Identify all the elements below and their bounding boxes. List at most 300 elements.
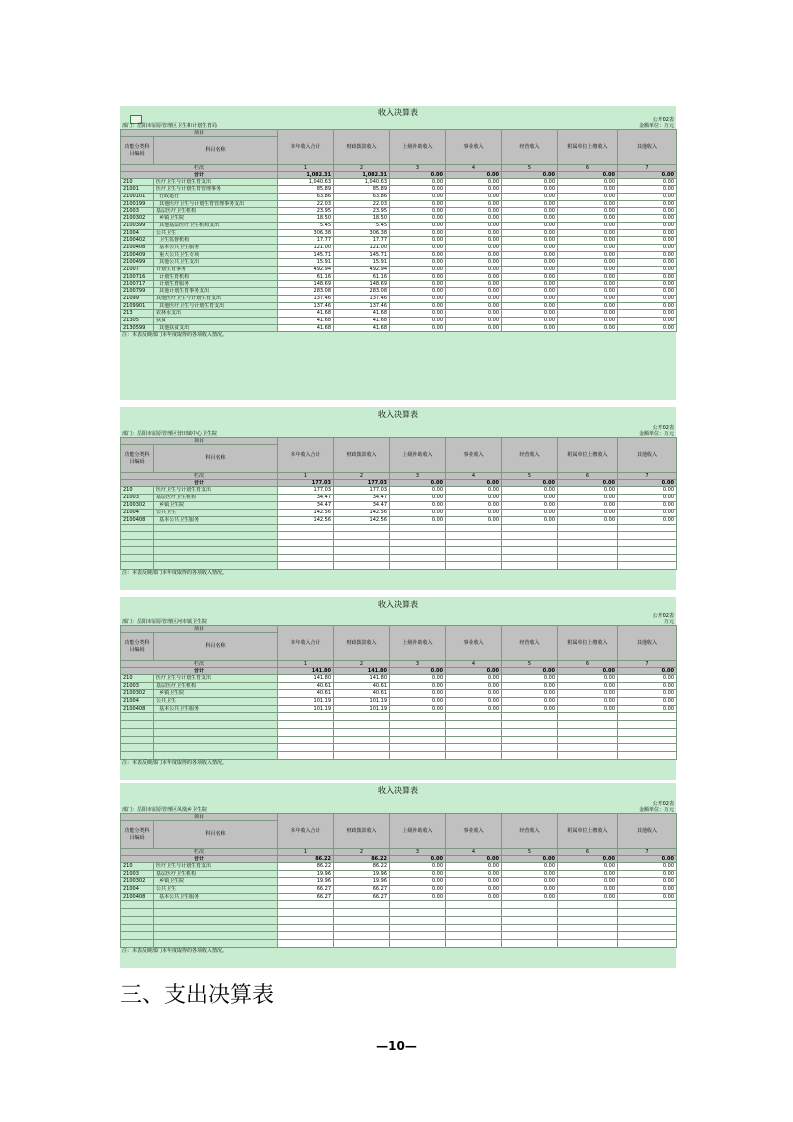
row-code: 2100302: [121, 215, 154, 222]
row-value: 86.22: [334, 863, 390, 871]
seq-cell: 5: [502, 473, 558, 480]
row-value: 0.00: [502, 893, 558, 901]
row-value: 0.00: [618, 244, 677, 251]
row-value: 23.95: [334, 208, 390, 215]
sheet-title: 收入决算表: [378, 600, 418, 609]
row-value: 0.00: [558, 179, 618, 186]
row-value: 0.00: [618, 502, 677, 510]
row-value: 0.00: [558, 251, 618, 258]
row-value: 0.00: [502, 878, 558, 886]
row-value: 121.00: [334, 244, 390, 251]
row-value: 0.00: [446, 186, 502, 193]
header-row: [121, 130, 677, 137]
department-label: 部门：岳阳市屈原管理区卫生和计划生育局: [122, 123, 218, 129]
row-code: 2130599: [121, 324, 154, 331]
row-value: 0.00: [390, 230, 446, 237]
row-value: 0.00: [618, 237, 677, 244]
row-code: 21305: [121, 317, 154, 324]
row-code: 2100302: [121, 502, 154, 510]
seq-cell: 6: [558, 661, 618, 668]
row-value: 148.69: [278, 281, 334, 288]
total-cell: 141.80: [334, 668, 390, 675]
row-value: 0.00: [446, 200, 502, 207]
row-value: 0.00: [502, 682, 558, 690]
row-code: 210: [121, 179, 154, 186]
table-row: [121, 310, 677, 317]
row-name: 基本公共卫生服务: [154, 244, 278, 251]
row-value: 0.00: [558, 517, 618, 525]
total-label: 合计: [121, 480, 278, 487]
total-cell: 0.00: [446, 668, 502, 675]
row-code: 21003: [121, 870, 154, 878]
row-value: 0.00: [618, 886, 677, 894]
sheet-title: 收入决算表: [378, 410, 418, 419]
row-name: 其他基层医疗卫生机构支出: [154, 222, 278, 229]
row-value: 0.00: [558, 193, 618, 200]
income-table-sheet: [120, 407, 676, 590]
row-value: 17.77: [278, 237, 334, 244]
table-row: [121, 273, 677, 280]
table-note: 注：本表反映部门本年度取得的各项收入情况。: [122, 332, 228, 339]
column-header: 本年收入合计: [278, 814, 334, 849]
row-code: 210: [121, 675, 154, 683]
row-code: 2100402: [121, 237, 154, 244]
row-value: 0.00: [618, 266, 677, 273]
row-name: 扶贫: [154, 317, 278, 324]
row-value: 34.47: [278, 494, 334, 502]
table-code: 公开02表: [652, 801, 674, 807]
row-value: 0.00: [390, 208, 446, 215]
row-value: 0.00: [390, 266, 446, 273]
row-value: 34.47: [278, 502, 334, 510]
row-value: 0.00: [618, 259, 677, 266]
row-value: 0.00: [558, 509, 618, 517]
row-value: 0.00: [446, 215, 502, 222]
table-row: [121, 317, 677, 324]
row-value: 0.00: [446, 705, 502, 713]
row-value: 0.00: [558, 682, 618, 690]
row-value: 492.94: [334, 266, 390, 273]
table-row: [121, 281, 677, 288]
total-cell: 0.00: [446, 480, 502, 487]
column-header: 事业收入: [446, 130, 502, 165]
row-value: 0.00: [446, 303, 502, 310]
row-value: 0.00: [390, 893, 446, 901]
total-cell: 0.00: [390, 480, 446, 487]
total-cell: 0.00: [558, 668, 618, 675]
row-code: 21001: [121, 186, 154, 193]
row-value: 0.00: [558, 675, 618, 683]
row-value: 0.00: [390, 502, 446, 510]
department-label: 部门：岳阳市屈原管理区河市镇卫生院: [122, 619, 208, 625]
blank-row: [121, 554, 677, 562]
total-row: [121, 172, 677, 179]
code-header: 功能分类科目编码: [121, 137, 154, 165]
row-value: 142.56: [278, 517, 334, 525]
row-value: 1,040.63: [278, 179, 334, 186]
row-value: 0.00: [618, 698, 677, 706]
blank-row: [121, 728, 677, 736]
blank-row: [121, 924, 677, 932]
column-header: 本年收入合计: [278, 130, 334, 165]
sheet-title: 收入决算表: [378, 786, 418, 795]
blank-row: [121, 751, 677, 759]
table-row: [121, 244, 677, 251]
row-value: 0.00: [390, 870, 446, 878]
seq-cell: 6: [558, 473, 618, 480]
table-row: [121, 266, 677, 273]
row-value: 0.00: [390, 863, 446, 871]
row-value: 41.68: [334, 324, 390, 331]
total-row: [121, 480, 677, 487]
row-name: 乡镇卫生院: [154, 690, 278, 698]
row-value: 101.19: [334, 698, 390, 706]
total-cell: 0.00: [618, 172, 677, 179]
seq-cell: 1: [278, 473, 334, 480]
total-cell: 1,082.31: [334, 172, 390, 179]
total-row: [121, 856, 677, 863]
row-code: 2100408: [121, 705, 154, 713]
row-value: 0.00: [618, 509, 677, 517]
table-row: [121, 230, 677, 237]
table-row: [121, 324, 677, 331]
item-header: 项目: [121, 626, 278, 633]
row-name: 其他医疗卫生与计划生育支出: [154, 303, 278, 310]
table-row: [121, 509, 677, 517]
blank-row: [121, 736, 677, 744]
seq-cell: 3: [390, 165, 446, 172]
row-value: 0.00: [558, 266, 618, 273]
column-header: 其他收入: [618, 626, 677, 661]
income-table: [120, 625, 677, 760]
row-value: 0.00: [618, 870, 677, 878]
blank-row: [121, 524, 677, 532]
seq-row: [121, 165, 677, 172]
row-code: 2100302: [121, 690, 154, 698]
total-row: [121, 668, 677, 675]
total-cell: 0.00: [558, 172, 618, 179]
row-value: 0.00: [558, 502, 618, 510]
row-value: 0.00: [390, 705, 446, 713]
row-code: 2100408: [121, 893, 154, 901]
row-name: 乡镇卫生院: [154, 215, 278, 222]
table-note: 注：本表反映部门本年度取得的各项收入情况。: [122, 947, 228, 954]
row-value: 0.00: [390, 288, 446, 295]
row-value: 61.16: [334, 273, 390, 280]
row-value: 142.56: [278, 509, 334, 517]
row-value: 0.00: [502, 886, 558, 894]
row-code: 21099: [121, 295, 154, 302]
row-name: 乡镇卫生院: [154, 878, 278, 886]
total-cell: 0.00: [502, 668, 558, 675]
row-value: 0.00: [446, 502, 502, 510]
row-value: 0.00: [390, 310, 446, 317]
row-name: 基本公共卫生服务: [154, 893, 278, 901]
row-name: 行政运行: [154, 193, 278, 200]
seq-row: [121, 473, 677, 480]
row-value: 177.03: [334, 487, 390, 495]
row-value: 0.00: [502, 324, 558, 331]
row-value: 0.00: [446, 288, 502, 295]
name-header: 科目名称: [154, 445, 278, 473]
table-row: [121, 893, 677, 901]
row-code: 210: [121, 863, 154, 871]
header-row: [121, 626, 677, 633]
row-name: 医疗卫生与计划生育支出: [154, 675, 278, 683]
row-value: 0.00: [558, 893, 618, 901]
row-code: 2100101: [121, 193, 154, 200]
seq-cell: 2: [334, 849, 390, 856]
row-value: 0.00: [558, 281, 618, 288]
row-value: 41.68: [334, 317, 390, 324]
column-header: 事业收入: [446, 438, 502, 473]
column-header: 财政拨款收入: [334, 626, 390, 661]
row-value: 0.00: [446, 310, 502, 317]
row-value: 0.00: [558, 237, 618, 244]
row-value: 0.00: [618, 487, 677, 495]
row-value: 0.00: [390, 222, 446, 229]
column-header: 其他收入: [618, 814, 677, 849]
row-value: 0.00: [558, 487, 618, 495]
row-value: 34.47: [334, 494, 390, 502]
row-value: 5.45: [334, 222, 390, 229]
row-value: 0.00: [558, 244, 618, 251]
column-header: 附属单位上缴收入: [558, 438, 618, 473]
blank-row: [121, 562, 677, 570]
row-name: 农林水支出: [154, 310, 278, 317]
row-name: 计划生育事务: [154, 266, 278, 273]
row-value: 306.38: [334, 230, 390, 237]
row-value: 0.00: [502, 273, 558, 280]
total-cell: 0.00: [390, 668, 446, 675]
name-header: 科目名称: [154, 137, 278, 165]
row-value: 85.89: [334, 186, 390, 193]
row-value: 0.00: [390, 273, 446, 280]
table-row: [121, 179, 677, 186]
row-value: 0.00: [446, 675, 502, 683]
row-value: 17.77: [334, 237, 390, 244]
row-name: 基层医疗卫生机构: [154, 682, 278, 690]
blank-row: [121, 744, 677, 752]
row-value: 85.89: [278, 186, 334, 193]
column-header: 本年收入合计: [278, 438, 334, 473]
row-value: 145.71: [334, 251, 390, 258]
row-value: 0.00: [446, 273, 502, 280]
row-name: 公共卫生: [154, 509, 278, 517]
seq-cell: 3: [390, 473, 446, 480]
table-code: 公开02表: [652, 117, 674, 123]
row-value: 177.03: [278, 487, 334, 495]
row-value: 0.00: [618, 690, 677, 698]
column-header: 经营收入: [502, 438, 558, 473]
row-value: 0.00: [502, 517, 558, 525]
row-code: 21004: [121, 698, 154, 706]
row-value: 306.38: [278, 230, 334, 237]
seq-cell: 3: [390, 661, 446, 668]
income-table-sheet: [120, 783, 676, 968]
row-value: 0.00: [390, 886, 446, 894]
seq-cell: 4: [446, 661, 502, 668]
row-value: 0.00: [390, 324, 446, 331]
row-value: 0.00: [446, 870, 502, 878]
row-value: 0.00: [502, 186, 558, 193]
row-value: 137.46: [334, 303, 390, 310]
row-value: 0.00: [390, 698, 446, 706]
total-cell: 0.00: [446, 172, 502, 179]
row-name: 乡镇卫生院: [154, 502, 278, 510]
seq-label: 栏次: [121, 849, 278, 856]
code-header: 功能分类科目编码: [121, 445, 154, 473]
row-name: 医疗卫生与计划生育支出: [154, 179, 278, 186]
row-value: 0.00: [446, 494, 502, 502]
header-row: [121, 814, 677, 821]
table-row: [121, 193, 677, 200]
row-value: 0.00: [558, 698, 618, 706]
row-name: 医疗卫生与计划生育支出: [154, 863, 278, 871]
total-cell: 86.22: [334, 856, 390, 863]
row-value: 0.00: [502, 502, 558, 510]
row-value: 66.27: [334, 893, 390, 901]
row-value: 0.00: [502, 509, 558, 517]
row-value: 0.00: [618, 215, 677, 222]
row-code: 21003: [121, 494, 154, 502]
row-value: 283.08: [334, 288, 390, 295]
row-value: 0.00: [558, 259, 618, 266]
row-value: 0.00: [558, 690, 618, 698]
row-value: 0.00: [502, 310, 558, 317]
row-value: 0.00: [390, 487, 446, 495]
row-name: 基层医疗卫生机构: [154, 494, 278, 502]
income-table: [120, 813, 677, 948]
row-value: 0.00: [446, 237, 502, 244]
row-value: 0.00: [390, 494, 446, 502]
row-value: 86.22: [278, 863, 334, 871]
row-name: 计划生育服务: [154, 281, 278, 288]
row-value: 0.00: [618, 310, 677, 317]
row-value: 0.00: [390, 682, 446, 690]
row-value: 0.00: [558, 303, 618, 310]
table-row: [121, 494, 677, 502]
row-value: 1,040.63: [334, 179, 390, 186]
row-value: 0.00: [558, 886, 618, 894]
row-value: 61.16: [278, 273, 334, 280]
table-row: [121, 200, 677, 207]
item-header: 项目: [121, 814, 278, 821]
row-value: 0.00: [618, 281, 677, 288]
row-value: 0.00: [558, 215, 618, 222]
row-value: 0.00: [390, 251, 446, 258]
row-value: 0.00: [446, 324, 502, 331]
row-value: 0.00: [390, 259, 446, 266]
table-row: [121, 863, 677, 871]
row-value: 0.00: [618, 863, 677, 871]
row-value: 0.00: [502, 193, 558, 200]
total-label: 合计: [121, 856, 278, 863]
column-header: 事业收入: [446, 814, 502, 849]
row-value: 0.00: [446, 251, 502, 258]
row-value: 0.00: [618, 317, 677, 324]
row-value: 101.19: [278, 705, 334, 713]
row-value: 0.00: [390, 317, 446, 324]
row-value: 41.68: [278, 310, 334, 317]
code-header: 功能分类科目编码: [121, 821, 154, 849]
row-value: 0.00: [502, 281, 558, 288]
row-value: 0.00: [502, 698, 558, 706]
row-value: 0.00: [618, 251, 677, 258]
seq-label: 栏次: [121, 165, 278, 172]
row-value: 5.45: [278, 222, 334, 229]
total-cell: 0.00: [390, 172, 446, 179]
total-cell: 177.03: [278, 480, 334, 487]
row-value: 0.00: [446, 266, 502, 273]
total-cell: 0.00: [390, 856, 446, 863]
row-code: 2100302: [121, 878, 154, 886]
row-value: 0.00: [446, 517, 502, 525]
row-value: 0.00: [446, 259, 502, 266]
seq-cell: 6: [558, 165, 618, 172]
row-value: 0.00: [502, 179, 558, 186]
row-code: 2100408: [121, 244, 154, 251]
table-row: [121, 878, 677, 886]
total-cell: 0.00: [558, 480, 618, 487]
code-header: 功能分类科目编码: [121, 633, 154, 661]
total-cell: 0.00: [558, 856, 618, 863]
row-value: 0.00: [502, 487, 558, 495]
seq-cell: 3: [390, 849, 446, 856]
row-value: 0.00: [446, 893, 502, 901]
row-value: 0.00: [446, 179, 502, 186]
column-header: 事业收入: [446, 626, 502, 661]
row-value: 66.27: [278, 886, 334, 894]
row-value: 41.68: [278, 317, 334, 324]
header-row: [121, 438, 677, 445]
row-value: 0.00: [618, 517, 677, 525]
row-value: 0.00: [502, 675, 558, 683]
table-code: 公开02表: [652, 425, 674, 431]
row-value: 0.00: [558, 870, 618, 878]
row-name: 计划生育机构: [154, 273, 278, 280]
row-value: 148.69: [334, 281, 390, 288]
unit-label: 金额单位：万元: [638, 431, 674, 437]
blank-row: [121, 901, 677, 909]
row-value: 101.19: [278, 698, 334, 706]
row-value: 15.91: [278, 259, 334, 266]
seq-cell: 2: [334, 473, 390, 480]
row-code: 21003: [121, 208, 154, 215]
row-name: 公共卫生: [154, 698, 278, 706]
row-value: 0.00: [502, 230, 558, 237]
row-value: 0.00: [446, 222, 502, 229]
row-value: 0.00: [558, 186, 618, 193]
table-row: [121, 222, 677, 229]
row-value: 0.00: [390, 244, 446, 251]
row-value: 0.00: [618, 494, 677, 502]
row-code: 210: [121, 487, 154, 495]
row-value: 0.00: [390, 509, 446, 517]
row-code: 2100399: [121, 222, 154, 229]
row-value: 0.00: [618, 893, 677, 901]
row-value: 0.00: [618, 288, 677, 295]
row-value: 0.00: [390, 200, 446, 207]
row-value: 40.61: [334, 690, 390, 698]
row-value: 19.96: [334, 870, 390, 878]
row-value: 15.91: [334, 259, 390, 266]
row-name: 基层医疗卫生机构: [154, 870, 278, 878]
blank-row: [121, 939, 677, 947]
seq-cell: 1: [278, 849, 334, 856]
seq-cell: 4: [446, 473, 502, 480]
row-value: 137.46: [334, 295, 390, 302]
